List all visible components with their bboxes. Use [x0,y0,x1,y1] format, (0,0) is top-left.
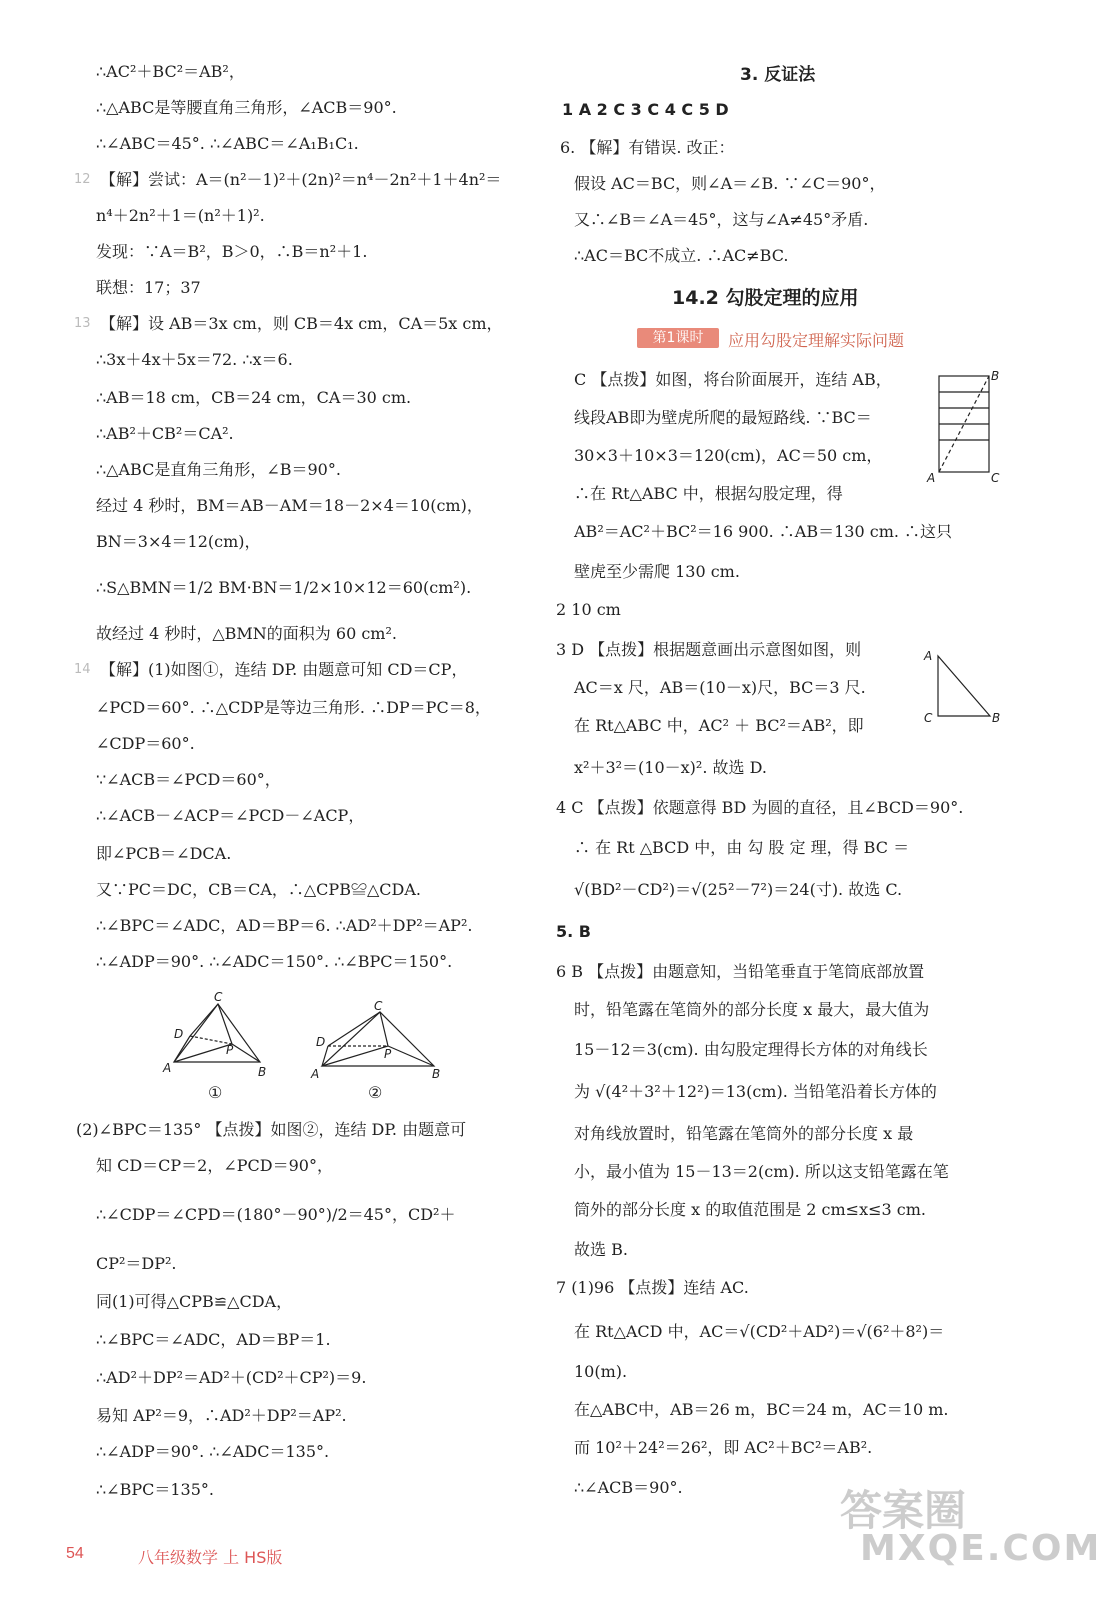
figure-1 [160,990,280,1085]
right-line: 1 A 2 C 3 C 4 C 5 D [562,100,729,119]
right-line: AC＝x 尺，AB＝(10－x)尺，BC＝3 尺. [574,678,866,697]
right-line: ∴ 在 Rt △BCD 中，由 勾 股 定 理，得 BC ＝ [574,838,910,857]
left-line: ∴∠BPC＝∠ADC，AD＝BP＝6. ∴AD²＋DP²＝AP². [96,916,473,935]
section-title: 14.2 勾股定理的应用 [672,287,859,309]
svg-text:D: D [174,1027,184,1041]
right-line: 6. 【解】有错误. 改正： [560,138,735,157]
left-line: ∴3x＋4x＋5x＝72. ∴x＝6. [96,350,293,369]
right-line: 在△ABC中，AB＝26 m，BC＝24 m，AC＝10 m. [574,1400,949,1419]
svg-text:B: B [432,1067,441,1081]
left-line: ∴∠ABC＝45°. ∴∠ABC＝∠A₁B₁C₁. [96,134,359,153]
left-line: ∴△ABC是直角三角形，∠B＝90°. [96,460,341,479]
svg-text:C: C [214,990,223,1004]
right-line: 对角线放置时，铅笔露在笔筒外的部分长度 x 最 [574,1124,914,1143]
right-line: 假设 AC＝BC，则∠A＝∠B. ∵∠C＝90°， [574,174,886,193]
right-line: x²＋3²＝(10－x)². 故选 D. [574,758,767,777]
right-line: ∴AC＝BC不成立. ∴AC≠BC. [574,246,789,265]
left-line: 【解】尝试：A＝(n²－1)²＋(2n)²＝n⁴－2n²＋1＋4n²＝ [100,170,502,189]
left-line: ∴S△BMN＝1/2 BM·BN＝1/2×10×12＝60(cm²). [96,578,472,597]
left-line: 【解】设 AB＝3x cm，则 CB＝4x cm，CA＝5x cm， [100,314,503,333]
svg-text:A: A [924,649,933,663]
svg-text:C: C [991,471,1000,485]
svg-text:A: A [927,471,936,485]
left-line: ∴∠ADP＝90°. ∴∠ADC＝150°. ∴∠BPC＝150°. [96,952,453,971]
right-line: ∴在 Rt△ABC 中，根据勾股定理，得 [574,484,843,503]
right-line: 10(m). [574,1362,628,1381]
svg-text:B: B [992,711,1001,725]
watermark: 答案圈 [840,1486,967,1535]
svg-text:A: A [311,1067,320,1081]
right-line: 5. B [556,922,591,941]
question-number: 13 [74,316,91,331]
left-line: ∵∠ACB＝∠PCD＝60°， [96,770,281,789]
left-line: ∴AB＝18 cm，CB＝24 cm，CA＝30 cm. [96,388,412,407]
right-line: 7 (1)96 【点拨】连结 AC. [556,1278,749,1297]
svg-text:A: A [163,1061,172,1075]
left-line: 发现：∵A＝B²，B＞0，∴B＝n²＋1. [96,242,368,261]
svg-text:B: B [991,369,1000,383]
right-line: 线段AB即为壁虎所爬的最短路线. ∵BC＝ [574,408,872,427]
figure-2-label: ② [368,1083,383,1102]
question-number: 12 [74,172,91,187]
svg-text:C: C [374,999,383,1013]
right-line: 时，铅笔露在笔筒外的部分长度 x 最大，最大值为 [574,1000,930,1019]
right-line: 30×3＋10×3＝120(cm)，AC＝50 cm， [574,446,883,465]
left-line: (2)∠BPC＝135° 【点拨】如图②，连结 DP. 由题意可 [76,1120,467,1139]
right-line: 2 10 cm [556,600,621,619]
right-line: AB²＝AC²＋BC²＝16 900. ∴AB＝130 cm. ∴这只 [574,522,953,541]
right-line: 3 D 【点拨】根据题意画出示意图如图，则 [556,640,862,659]
left-line: ∴∠ACB－∠ACP＝∠PCD－∠ACP， [96,806,365,825]
left-line: ∠CDP＝60°. [96,734,195,753]
left-line: ∴∠ADP＝90°. ∴∠ADC＝135°. [96,1442,330,1461]
right-line: ∴∠ACB＝90°. [574,1478,683,1497]
triangle-figure [922,646,1008,728]
figure-1-label: ① [208,1083,223,1102]
left-line: ∴△ABC是等腰直角三角形，∠ACB＝90°. [96,98,397,117]
left-line: ∴∠BPC＝135°. [96,1480,214,1499]
left-line: CP²＝DP². [96,1254,177,1273]
left-line: 即∠PCB＝∠DCA. [96,844,232,863]
right-line: 筒外的部分长度 x 的取值范围是 2 cm≤x≤3 cm. [574,1200,927,1219]
right-line: 而 10²＋24²＝26²，即 AC²＋BC²＝AB². [574,1438,873,1457]
right-line: 故选 B. [574,1240,628,1259]
right-line: 为 √(4²＋3²＋12²)＝13(cm). 当铅笔沿着长方体的 [574,1082,937,1101]
page-number: 54 [66,1545,84,1562]
left-line: ∴AD²＋DP²＝AD²＋(CD²＋CP²)＝9. [96,1368,367,1387]
right-line: 4 C 【点拨】依题意得 BD 为圆的直径，且∠BCD＝90°. [556,798,964,817]
left-line: 经过 4 秒时，BM＝AB－AM＝18－2×4＝10(cm)， [96,496,483,515]
right-head: 3. 反证法 [740,65,816,85]
stair-figure [925,368,1005,488]
left-line: ∴∠BPC＝∠ADC，AD＝BP＝1. [96,1330,331,1349]
left-line: 【解】(1)如图①，连结 DP. 由题意可知 CD＝CP， [100,660,468,679]
left-line: ∴∠CDP＝∠CPD＝(180°－90°)/2＝45°，CD²＋ [96,1205,456,1224]
right-line: 在 Rt△ACD 中，AC＝√(CD²＋AD²)＝√(6²＋8²)＝ [574,1322,945,1341]
left-line: 又∵PC＝DC，CB＝CA，∴△CPB≌△CDA. [96,880,421,899]
left-line: n⁴＋2n²＋1＝(n²＋1)². [96,206,265,225]
right-line: 小，最小值为 15－13＝2(cm). 所以这支铅笔露在笔 [574,1162,949,1181]
right-line: 壁虎至少需爬 130 cm. [574,562,740,581]
left-line: ∴AC²＋BC²＝AB²， [96,62,245,81]
svg-text:P: P [226,1043,234,1057]
left-line: 知 CD＝CP＝2，∠PCD＝90°， [96,1156,333,1175]
lesson-tag: 第1课时 [637,328,719,348]
svg-text:D: D [316,1035,326,1049]
right-line: 6 B 【点拨】由题意知，当铅笔垂直于笔筒底部放置 [556,962,925,981]
right-line: C 【点拨】如图，将台阶面展开，连结 AB， [574,370,892,389]
left-line: ∴AB²＋CB²＝CA². [96,424,234,443]
svg-text:P: P [384,1047,392,1061]
book-title: 八年级数学 上 HS版 [138,1548,283,1567]
right-line: √(BD²－CD²)＝√(25²－7²)＝24(寸). 故选 C. [574,880,903,899]
left-line: 故经过 4 秒时，△BMN的面积为 60 cm². [96,624,397,643]
left-line: 联想：17；37 [96,278,201,297]
watermark-url: MXQE.COM [860,1528,1101,1569]
right-line: 15－12＝3(cm). 由勾股定理得长方体的对角线长 [574,1040,928,1059]
figure-2 [308,1000,448,1085]
left-line: ∠PCD＝60°. ∴△CDP是等边三角形. ∴DP＝PC＝8， [96,698,491,717]
svg-text:C: C [924,711,933,725]
right-line: 又∴∠B＝∠A＝45°，这与∠A≠45°矛盾. [574,210,869,229]
svg-text:B: B [258,1065,267,1079]
question-number: 14 [74,662,91,677]
left-line: 同(1)可得△CPB≌△CDA， [96,1292,293,1311]
lesson-title: 应用勾股定理解实际问题 [728,331,905,350]
left-line: BN＝3×4＝12(cm)， [96,532,261,551]
left-line: 易知 AP²＝9，∴AD²＋DP²＝AP². [96,1406,347,1425]
right-line: 在 Rt△ABC 中，AC² ＋ BC²＝AB²，即 [574,716,864,735]
